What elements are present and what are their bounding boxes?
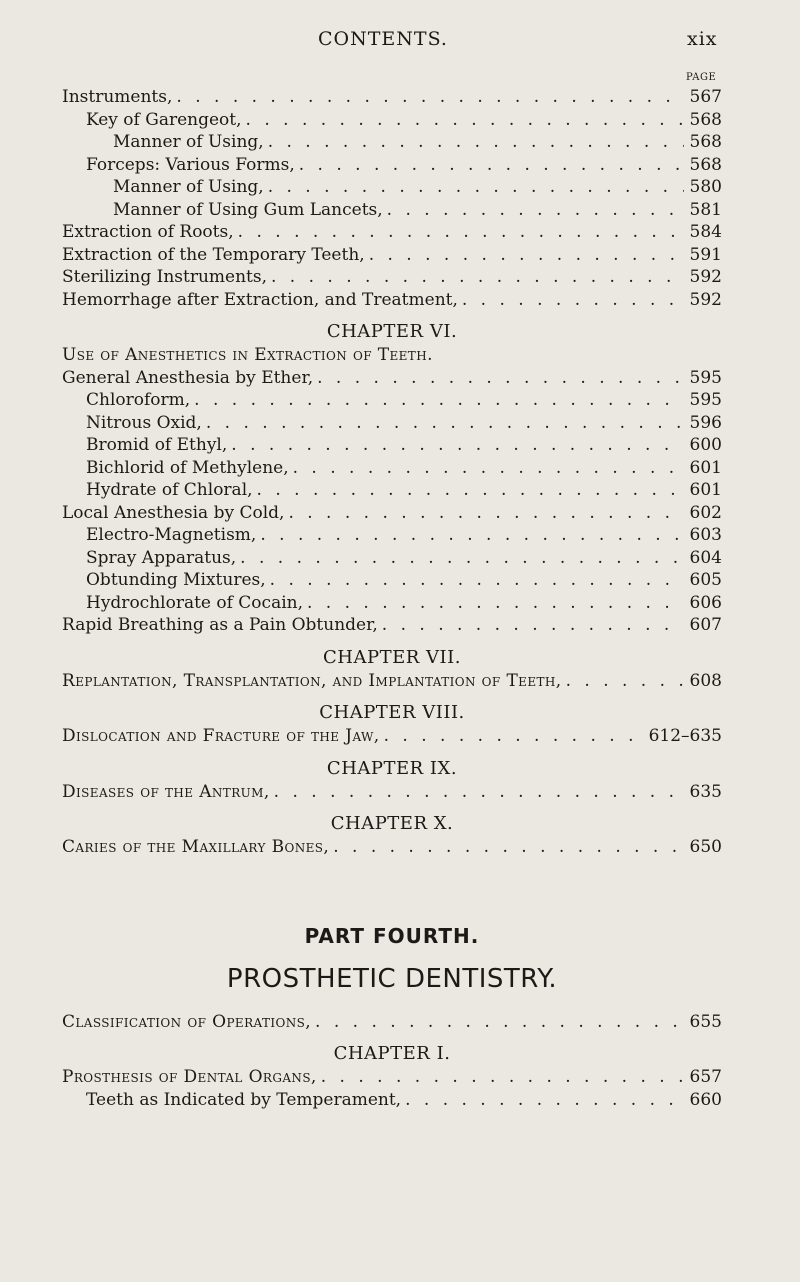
toc-entry-title: Hydrate of Chloral, (86, 480, 253, 500)
toc-entry (62, 110, 722, 133)
toc-entry-title: Hemorrhage after Extraction, and Treatment, (62, 289, 458, 310)
leader-dots (321, 1067, 684, 1087)
leader-dots (369, 245, 684, 265)
leader-dots (307, 593, 684, 613)
leader-dots (333, 837, 684, 857)
spacer (62, 1004, 722, 1012)
leader-dots (384, 726, 645, 746)
toc-entry-page: 608 (689, 670, 722, 691)
toc-entry (62, 837, 722, 860)
toc-entry (62, 1090, 722, 1113)
toc-entry (62, 245, 722, 268)
toc-entry (62, 267, 722, 290)
toc-entry-page: 568 (689, 154, 722, 175)
toc-entry (62, 200, 722, 223)
toc-entry-page: 607 (689, 615, 722, 635)
toc-entry (62, 726, 722, 749)
table-of-contents (62, 87, 722, 1112)
toc-entry-page: 605 (689, 570, 722, 590)
toc-entry-title: General Anesthesia by Ether, (62, 367, 314, 388)
toc-entry-page: 660 (689, 1089, 722, 1110)
toc-entry-title: Diseases of the Antrum, (62, 781, 270, 802)
toc-entry-title: Manner of Using, (113, 132, 264, 152)
toc-entry-page: 635 (689, 781, 722, 802)
toc-entry-title: Bichlorid of Methylene, (86, 457, 289, 478)
toc-entry (62, 480, 722, 503)
toc-entry-title: Hydrochlorate of Cocain, (86, 592, 303, 613)
toc-entry (62, 782, 722, 805)
toc-entry (62, 1012, 722, 1035)
toc-entry-title: Dislocation and Fracture of the Jaw, (62, 726, 380, 746)
leader-dots (315, 1012, 684, 1032)
toc-entry-page: 596 (689, 412, 722, 433)
toc-entry-page: 606 (689, 592, 722, 613)
chapter-6-section-title (62, 345, 722, 368)
toc-entry (62, 525, 722, 548)
leader-dots (257, 480, 684, 500)
toc-block-chapter-6 (62, 368, 722, 638)
leader-dots (268, 132, 684, 152)
toc-entry-page: 655 (689, 1011, 722, 1032)
toc-entry (62, 290, 722, 313)
chapter-7-heading: CHAPTER VII. (323, 646, 461, 668)
toc-entry-title: Obtunding Mixtures, (86, 570, 266, 590)
toc-block-instruments (62, 87, 722, 312)
chapter-8-heading: CHAPTER VIII. (319, 702, 465, 723)
toc-entry-page: 580 (689, 177, 722, 197)
toc-entry-title: Manner of Using, (113, 177, 264, 197)
leader-dots (231, 435, 684, 455)
leader-dots (387, 200, 684, 220)
toc-entry-title: Forceps: Various Forms, (86, 154, 295, 175)
page-column-label: PAGE (686, 72, 717, 83)
toc-entry-page: 595 (689, 367, 722, 388)
leader-dots (288, 503, 684, 523)
toc-entry-title: Prosthesis of Dental Organs, (62, 1067, 317, 1087)
toc-entry (62, 177, 722, 200)
leader-dots (317, 368, 684, 388)
toc-entry-title: Caries of the Maxillary Bones, (62, 837, 330, 857)
toc-entry (62, 671, 722, 694)
toc-entry-title: Extraction of Roots, (62, 222, 234, 242)
leader-dots (246, 110, 684, 130)
leader-dots (293, 458, 684, 478)
leader-dots (405, 1090, 684, 1110)
toc-entry (62, 222, 722, 245)
chapter-10-heading: CHAPTER X. (330, 813, 454, 834)
toc-entry (62, 458, 722, 481)
toc-entry-title: Sterilizing Instruments, (62, 267, 267, 287)
toc-entry-title: Classification of Operations, (62, 1011, 312, 1032)
leader-dots (176, 87, 684, 107)
leader-dots (299, 155, 684, 175)
toc-entry (62, 503, 722, 526)
toc-entry-page: 567 (689, 87, 722, 107)
leader-dots (260, 525, 684, 545)
toc-entry-title: Key of Garengeot, (86, 109, 242, 130)
leader-dots (462, 290, 684, 310)
toc-entry (62, 435, 722, 458)
toc-block-part-chapter-1 (62, 1090, 722, 1113)
chapter-9-heading: CHAPTER IX. (326, 757, 458, 779)
toc-entry-page: 568 (689, 109, 722, 130)
part-chapter-1-heading: CHAPTER I. (333, 1043, 451, 1064)
toc-entry-page: 584 (689, 222, 722, 242)
toc-entry-page: 602 (689, 502, 722, 523)
chapter-6-heading: CHAPTER VI. (326, 321, 458, 342)
running-header-page-number: xix (687, 28, 718, 50)
toc-entry-title: Bromid of Ethyl, (86, 435, 228, 455)
toc-entry (62, 390, 722, 413)
toc-entry-page: 581 (689, 199, 722, 220)
toc-entry (62, 155, 722, 178)
toc-entry-page: 612–635 (648, 726, 722, 746)
leader-dots (271, 267, 684, 287)
toc-entry-title: Chloroform, (86, 390, 191, 410)
toc-entry-title: Use of Anesthetics in Extraction of Teeth. (62, 345, 433, 365)
toc-entry-page: 568 (689, 132, 722, 152)
toc-entry-page: 591 (689, 244, 722, 265)
leader-dots (274, 782, 684, 802)
toc-entry-page: 592 (689, 267, 722, 287)
toc-entry-title: Rapid Breathing as a Pain Obtunder, (62, 615, 378, 635)
toc-entry-page: 650 (689, 837, 722, 857)
toc-entry (62, 548, 722, 571)
toc-entry (62, 615, 722, 638)
toc-entry (62, 132, 722, 155)
leader-dots (382, 615, 684, 635)
spacer (62, 860, 722, 898)
toc-entry-title: Teeth as Indicated by Temperament, (86, 1089, 402, 1110)
leader-dots (194, 390, 684, 410)
leader-dots (566, 671, 684, 691)
toc-entry-title: Nitrous Oxid, (86, 412, 202, 433)
toc-entry-page: 603 (689, 525, 722, 545)
toc-entry (62, 413, 722, 436)
part-heading: PART FOURTH. (304, 923, 480, 948)
toc-entry-page: 604 (689, 547, 722, 568)
toc-entry-title: Spray Apparatus, (86, 547, 237, 568)
toc-entry-page: 601 (689, 480, 722, 500)
toc-entry (62, 87, 722, 110)
toc-entry-page: 600 (689, 435, 722, 455)
toc-entry-title: Manner of Using Gum Lancets, (113, 199, 383, 220)
toc-entry-page: 595 (689, 390, 722, 410)
toc-entry-page: 592 (689, 289, 722, 310)
leader-dots (268, 177, 684, 197)
leader-dots (206, 413, 684, 433)
toc-entry-title: Replantation, Transplantation, and Implantation of Teeth, (62, 670, 562, 691)
part-title: PROSTHETIC DENTISTRY. (226, 963, 558, 994)
toc-entry (62, 368, 722, 391)
toc-entry-title: Electro-Magnetism, (86, 525, 257, 545)
running-header-title: CONTENTS. (318, 28, 448, 50)
toc-entry (62, 1067, 722, 1090)
toc-entry (62, 593, 722, 616)
toc-entry-title: Local Anesthesia by Cold, (62, 502, 285, 523)
toc-entry-title: Extraction of the Temporary Teeth, (62, 244, 365, 265)
toc-entry-page: 601 (689, 457, 722, 478)
toc-entry-title: Instruments, (62, 87, 173, 107)
leader-dots (240, 548, 684, 568)
leader-dots (270, 570, 684, 590)
toc-entry-page: 657 (689, 1067, 722, 1087)
toc-entry (62, 570, 722, 593)
leader-dots (238, 222, 684, 242)
